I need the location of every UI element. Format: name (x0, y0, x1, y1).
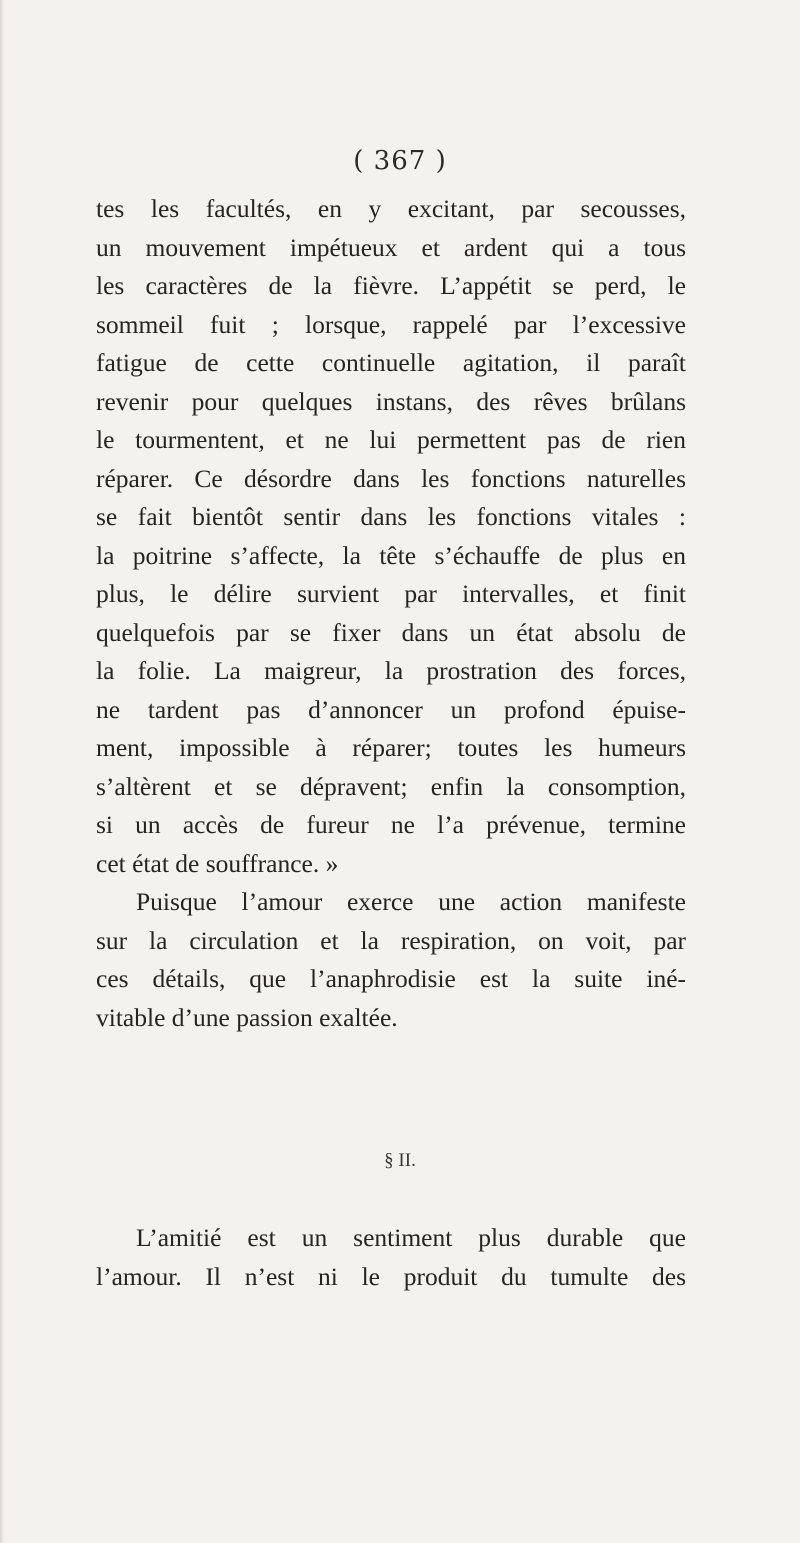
text-line: fatigue de cette continuelle agitation, il paraît (96, 348, 686, 377)
main-text (96, 190, 686, 1037)
text-line: vitable d’une passion exaltée. (96, 1002, 398, 1032)
text-line: les caractères de la fièvre. L’appétit se perd, le (96, 271, 686, 300)
text-line: cet état de souffrance. » (96, 848, 339, 878)
page-number: ( 367 ) (353, 146, 447, 176)
text-line: Puisque l’amour exerce une action manifeste (136, 887, 686, 916)
text-line: réparer. Ce désordre dans les fonctions naturelles (96, 463, 686, 493)
text-line: L’amitié est un sentiment plus durable que (136, 1223, 686, 1252)
text-line: sur la circulation et la respiration, on voit, par (96, 925, 686, 955)
text-line: quelquefois par se fixer dans un état absolu de (96, 617, 686, 647)
text-line: l’amour. Il n’est ni le produit du tumulte des (96, 1261, 686, 1291)
text-line: ne tardent pas d’annoncer un profond épuise- (96, 694, 686, 724)
text-line: sommeil fuit ; lorsque, rappelé par l’excessive (96, 309, 686, 339)
section-text (96, 1219, 686, 1296)
text-line: tes les facultés, en y excitant, par secousses, (96, 194, 686, 223)
text-line: ment, impossible à réparer; toutes les humeurs (96, 733, 686, 762)
text-line: plus, le délire survient par intervalles, et finit (96, 579, 686, 608)
text-line: revenir pour quelques instans, des rêves brûlans (96, 386, 686, 416)
text-line: la poitrine s’affecte, la tête s’échauffe de plus en (96, 540, 686, 570)
text-line: se fait bientôt sentir dans les fonctions vitales : (96, 502, 686, 531)
text-line: ces détails, que l’anaphrodisie est la suite iné- (96, 964, 686, 993)
text-line: la folie. La maigreur, la prostration des forces, (96, 656, 686, 685)
text-line: s’altèrent et se dépravent; enfin la consomption, (96, 771, 686, 801)
section-heading: § II. (384, 1150, 416, 1171)
text-line: le tourmentent, et ne lui permettent pas de rien (96, 425, 686, 454)
text-line: un mouvement impétueux et ardent qui a tous (96, 232, 686, 262)
page-edge-shadow (0, 0, 4, 1543)
text-line: si un accès de fureur ne l’a prévenue, termine (96, 810, 686, 839)
